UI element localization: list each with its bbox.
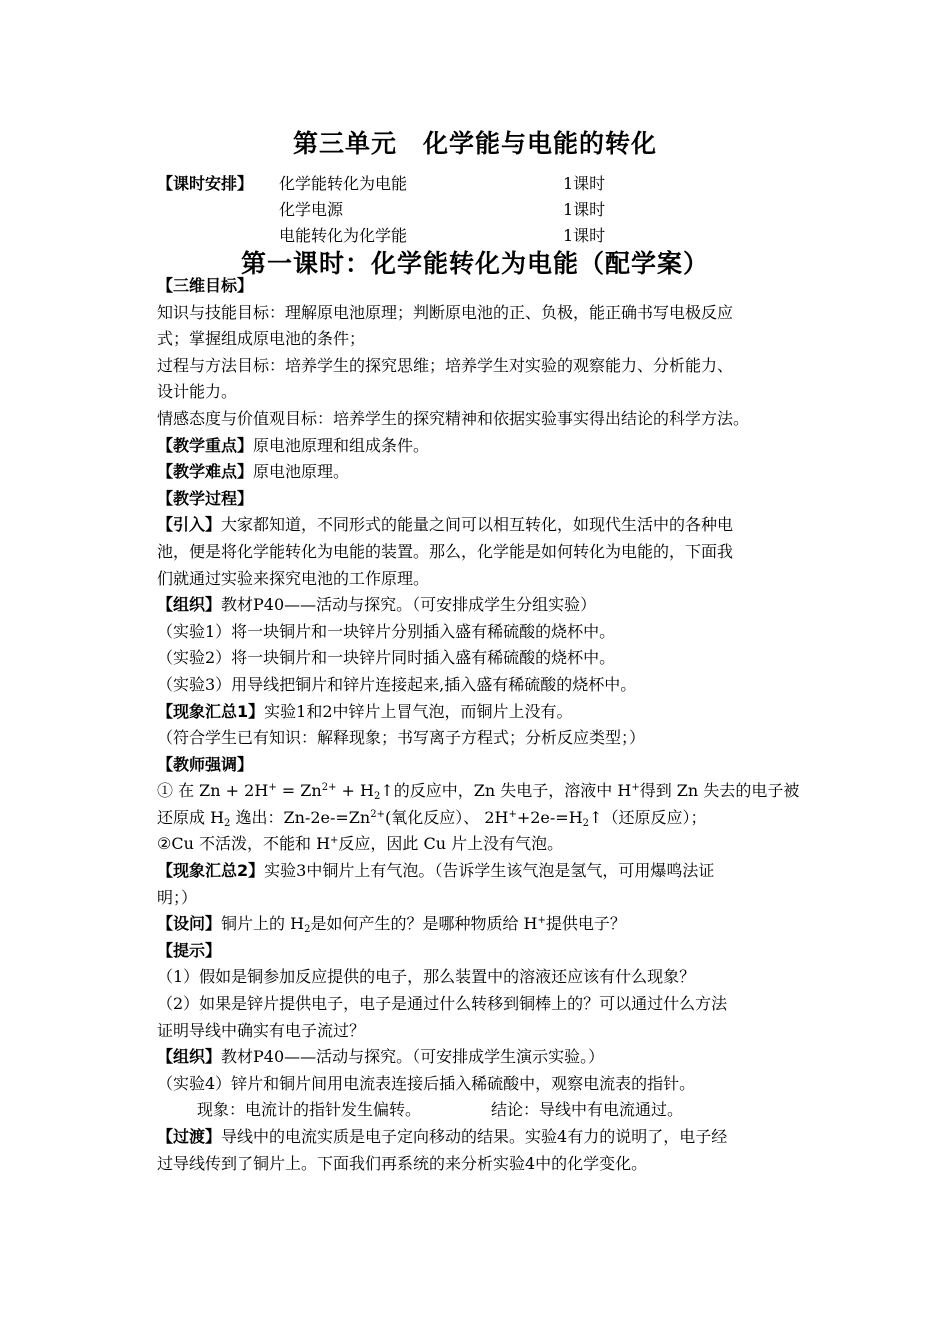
schedule-label: 【课时安排】	[157, 174, 254, 193]
section-heading: 【提示】	[157, 940, 222, 960]
paragraph-line: 【过渡】导线中的电流实质是电子定向移动的结果。实验4有力的说明了，电子经	[157, 1127, 728, 1146]
section-heading: 【过渡】	[157, 1127, 222, 1146]
paragraph-line: 【教学重点】原电池原理和组成条件。	[157, 435, 430, 455]
paragraph-line: 证明导线中确实有电子流过？	[157, 1020, 366, 1040]
paragraph-line: 式；掌握组成原电池的条件；	[157, 329, 366, 349]
paragraph-line: 情感态度与价值观目标：培养学生的探究精神和依据实验事实得出结论的科学方法。	[157, 408, 750, 428]
schedule-row	[279, 197, 619, 221]
observation-line: 现象：电流计的指针发生偏转。 结论：导线中有电流通过。	[197, 1100, 684, 1120]
paragraph-line: 设计能力。	[157, 382, 238, 402]
section-heading: 【组织】	[157, 595, 222, 615]
equation-line: 还原成 $H_2$ 逸出：$Zn-2e-=Zn^{2+}$(氧化反应）、 $2H^++2e-=H_2↑$（还原反应）；	[157, 807, 707, 829]
schedule-lesson-hours: 1课时	[563, 226, 606, 245]
paragraph-line: （2）如果是锌片提供电子，电子是通过什么转移到铜棒上的？可以通过什么方法	[157, 994, 728, 1014]
section-heading: 【教学难点】	[157, 462, 254, 482]
section-heading: 【三维目标】	[157, 276, 254, 295]
paragraph-line: 【组织】教材P40——活动与探究。（可安排成学生分组实验）	[157, 595, 597, 615]
unit-title: 第三单元 化学能与电能的转化	[292, 129, 657, 158]
paragraph-line: 明；）	[157, 887, 198, 907]
schedule-lesson-name: 化学电源	[279, 200, 344, 219]
paragraph-line: 知识与技能目标：理解原电池原理；判断原电池的正、负极，能正确书写电极反应	[157, 302, 734, 322]
paragraph-line: 【现象汇总1】实验1和2中锌片上冒气泡，而铜片上没有。	[157, 701, 573, 721]
experiment-line: （实验2）将一块铜片和一块锌片同时插入盛有稀硫酸的烧杯中。	[157, 648, 616, 668]
section-heading: 【教学过程】	[157, 488, 254, 508]
schedule-lesson-name: 电能转化为化学能	[279, 226, 408, 245]
paragraph-line: 们就通过实验来探究电池的工作原理。	[157, 568, 430, 588]
paragraph-line: 【教学难点】原电池原理。	[157, 462, 350, 482]
section-heading: 【引入】	[157, 515, 222, 535]
schedule-lesson-name: 化学能转化为电能	[279, 174, 408, 193]
paragraph-line: 【现象汇总2】实验3中铜片上有气泡。（告诉学生该气泡是氢气，可用爆鸣法证	[157, 861, 715, 881]
paragraph-line: （1）假如是铜参加反应提供的电子，那么装置中的溶液还应该有什么现象？	[157, 967, 696, 987]
section-heading: 【设问】	[157, 914, 222, 934]
paragraph-line: 【设问】铜片上的 $H_2$是如何产生的？是哪种物质给 H+提供电子？	[157, 914, 626, 936]
paragraph-line: ②Cu 不活泼，不能和 H+反应，因此 Cu 片上没有气泡。	[157, 834, 564, 854]
paragraph-line: 过程与方法目标：培养学生的探究思维；培养学生对实验的观察能力、分析能力、	[157, 355, 734, 375]
section-heading: 【教学重点】	[157, 435, 254, 455]
schedule-lesson-hours: 1课时	[563, 200, 606, 219]
paragraph-line: 池，便是将化学能转化为电能的装置。那么，化学能是如何转化为电能的，下面我	[157, 541, 734, 561]
section-heading: 【现象汇总1】	[157, 701, 265, 721]
paragraph-line: 【组织】教材P40——活动与探究。（可安排成学生演示实验。）	[157, 1047, 605, 1067]
experiment-line: （实验4）锌片和铜片间用电流表连接后插入稀硫酸中，观察电流表的指针。	[157, 1073, 696, 1093]
experiment-line: （实验3）用导线把铜片和锌片连接起来,插入盛有稀硫酸的烧杯中。	[157, 674, 637, 694]
lesson-title: 第一课时：化学能转化为电能（配学案）	[240, 249, 709, 278]
section-heading: 【现象汇总2】	[157, 861, 265, 881]
section-heading: 【组织】	[157, 1047, 222, 1067]
paragraph-line: 过导线传到了铜片上。下面我们再系统的来分析实验4中的化学变化。	[157, 1153, 648, 1173]
paragraph-line: 【引入】大家都知道，不同形式的能量之间可以相互转化，如现代生活中的各种电	[157, 515, 734, 535]
paragraph-line: （符合学生已有知识：解释现象；书写离子方程式；分析反应类型；）	[157, 728, 646, 748]
lesson-body	[157, 273, 807, 1177]
equation-line: ① 在 $Zn + 2H^+ = Zn^{2+}$ + $H_2↑$的反应中，Zn 失电子，溶液中 H+得到 Zn 失去的电子被	[157, 781, 800, 803]
section-heading: 【教师强调】	[157, 754, 254, 774]
schedule-row	[279, 171, 619, 195]
schedule-lesson-hours: 1课时	[563, 174, 606, 193]
experiment-line: （实验1）将一块铜片和一块锌片分别插入盛有稀硫酸的烧杯中。	[157, 621, 616, 641]
